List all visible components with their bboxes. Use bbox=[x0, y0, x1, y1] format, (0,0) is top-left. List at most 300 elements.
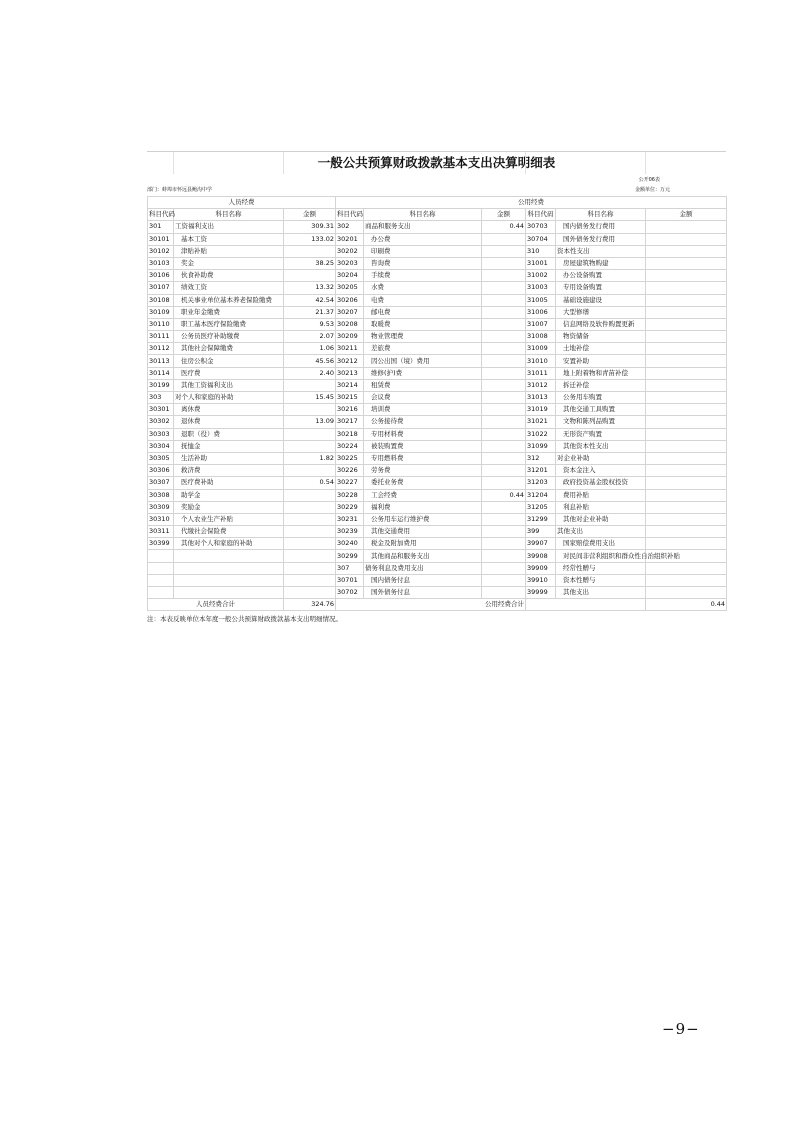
code-cell: 30311 bbox=[148, 526, 174, 538]
name-cell: 工会经费 bbox=[364, 489, 482, 501]
code-cell: 30399 bbox=[148, 538, 174, 550]
table-row bbox=[148, 574, 727, 586]
code-cell: 31001 bbox=[526, 257, 556, 269]
amount-cell bbox=[646, 452, 727, 464]
amount-cell bbox=[646, 379, 727, 391]
name-cell: 政府投资基金股权投资 bbox=[556, 477, 646, 489]
code-cell: 30110 bbox=[148, 318, 174, 330]
code-cell: 30201 bbox=[336, 233, 364, 245]
code-cell: 30304 bbox=[148, 440, 174, 452]
amount-cell bbox=[646, 318, 727, 330]
code-cell: 30207 bbox=[336, 306, 364, 318]
name-cell bbox=[174, 587, 284, 599]
table-row bbox=[148, 270, 727, 282]
name-cell: 职工基本医疗保险缴费 bbox=[174, 318, 284, 330]
personnel-total-value: 324.76 bbox=[284, 599, 336, 611]
name-cell: 机关事业单位基本养老保险缴费 bbox=[174, 294, 284, 306]
name-cell: 住房公积金 bbox=[174, 355, 284, 367]
totals-row bbox=[148, 599, 727, 611]
amount-cell bbox=[284, 379, 336, 391]
table-row bbox=[148, 526, 727, 538]
code-cell: 30215 bbox=[336, 392, 364, 404]
amount-cell bbox=[646, 513, 727, 525]
amount-cell bbox=[646, 245, 727, 257]
code-cell: 30216 bbox=[336, 404, 364, 416]
code-cell: 31021 bbox=[526, 416, 556, 428]
amount-cell: 45.56 bbox=[284, 355, 336, 367]
name-cell: 委托业务费 bbox=[364, 477, 482, 489]
table-row bbox=[148, 440, 727, 452]
grid-line bbox=[525, 152, 526, 174]
name-cell: 其他对个人和家庭的补助 bbox=[174, 538, 284, 550]
table-row bbox=[148, 550, 727, 562]
name-cell: 退休费 bbox=[174, 416, 284, 428]
code-cell: 301 bbox=[148, 221, 174, 233]
name-cell: 奖励金 bbox=[174, 501, 284, 513]
code-cell: 31012 bbox=[526, 379, 556, 391]
code-cell: 39999 bbox=[526, 587, 556, 599]
code-cell: 30202 bbox=[336, 245, 364, 257]
table-row bbox=[148, 416, 727, 428]
name-cell: 职业年金缴费 bbox=[174, 306, 284, 318]
amount-cell bbox=[284, 428, 336, 440]
name-cell: 房屋建筑物购建 bbox=[556, 257, 646, 269]
code-cell bbox=[148, 562, 174, 574]
code-cell: 30229 bbox=[336, 501, 364, 513]
code-cell: 30114 bbox=[148, 367, 174, 379]
amount-cell: 0.44 bbox=[482, 489, 526, 501]
code-cell: 31008 bbox=[526, 331, 556, 343]
table-row bbox=[148, 355, 727, 367]
name-cell: 绩效工资 bbox=[174, 282, 284, 294]
code-cell: 31205 bbox=[526, 501, 556, 513]
code-cell: 30309 bbox=[148, 501, 174, 513]
name-cell: 因公出国（境）费用 bbox=[364, 355, 482, 367]
table-row bbox=[148, 465, 727, 477]
amount-cell bbox=[646, 233, 727, 245]
code-cell: 31003 bbox=[526, 282, 556, 294]
amount-cell: 13.09 bbox=[284, 416, 336, 428]
data-rows bbox=[148, 221, 727, 599]
amount-cell bbox=[284, 489, 336, 501]
amount-cell bbox=[482, 513, 526, 525]
name-cell: 被装购置费 bbox=[364, 440, 482, 452]
table-row bbox=[148, 587, 727, 599]
name-cell: 其他支出 bbox=[556, 587, 646, 599]
grid-line bbox=[173, 152, 174, 174]
name-cell: 奖金 bbox=[174, 257, 284, 269]
name-cell: 工资福利支出 bbox=[174, 221, 284, 233]
table-row bbox=[148, 392, 727, 404]
amount-cell bbox=[482, 343, 526, 355]
name-cell: 其他社会保障缴费 bbox=[174, 343, 284, 355]
name-cell: 对个人和家庭的补助 bbox=[174, 392, 284, 404]
report-title-text: 一般公共预算财政拨款基本支出决算明细表 bbox=[317, 155, 556, 170]
amount-cell bbox=[646, 392, 727, 404]
amount-cell: 2.07 bbox=[284, 331, 336, 343]
amount-cell bbox=[482, 257, 526, 269]
report-meta bbox=[147, 174, 726, 196]
name-cell: 对企业补助 bbox=[556, 452, 646, 464]
col-amount: 金额 bbox=[646, 209, 727, 221]
code-cell: 30107 bbox=[148, 282, 174, 294]
name-cell: 咨询费 bbox=[364, 257, 482, 269]
code-cell: 30102 bbox=[148, 245, 174, 257]
code-cell: 30218 bbox=[336, 428, 364, 440]
name-cell: 津贴补贴 bbox=[174, 245, 284, 257]
amount-cell bbox=[482, 379, 526, 391]
name-cell: 办公费 bbox=[364, 233, 482, 245]
table-row bbox=[148, 306, 727, 318]
code-cell: 303 bbox=[148, 392, 174, 404]
amount-cell: 2.40 bbox=[284, 367, 336, 379]
amount-cell: 42.54 bbox=[284, 294, 336, 306]
col-name: 科目名称 bbox=[556, 209, 646, 221]
code-cell: 312 bbox=[526, 452, 556, 464]
name-cell: 印刷费 bbox=[364, 245, 482, 257]
code-cell: 310 bbox=[526, 245, 556, 257]
col-code: 科目代码 bbox=[336, 209, 364, 221]
amount-cell bbox=[284, 465, 336, 477]
name-cell: 文物和陈列品购置 bbox=[556, 416, 646, 428]
code-cell: 39909 bbox=[526, 562, 556, 574]
code-cell: 30199 bbox=[148, 379, 174, 391]
name-cell: 利息补贴 bbox=[556, 501, 646, 513]
code-cell: 307 bbox=[336, 562, 364, 574]
code-cell: 31002 bbox=[526, 270, 556, 282]
col-amount: 金额 bbox=[482, 209, 526, 221]
amount-cell bbox=[646, 428, 727, 440]
grid-line bbox=[645, 152, 646, 174]
code-cell: 30111 bbox=[148, 331, 174, 343]
amount-cell bbox=[482, 245, 526, 257]
expenditure-table bbox=[147, 196, 727, 611]
name-cell: 安置补助 bbox=[556, 355, 646, 367]
name-cell: 其他对企业补助 bbox=[556, 513, 646, 525]
name-cell: 取暖费 bbox=[364, 318, 482, 330]
amount-cell bbox=[646, 489, 727, 501]
table-row bbox=[148, 513, 727, 525]
amount-cell bbox=[482, 587, 526, 599]
personnel-total-label: 人员经费合计 bbox=[148, 599, 284, 611]
name-cell: 伙食补助费 bbox=[174, 270, 284, 282]
name-cell bbox=[174, 574, 284, 586]
name-cell: 国内债务付息 bbox=[364, 574, 482, 586]
amount-cell bbox=[646, 526, 727, 538]
table-row bbox=[148, 538, 727, 550]
name-cell: 救济费 bbox=[174, 465, 284, 477]
name-cell: 对民间非营利组织和群众性自治组织补贴 bbox=[556, 550, 646, 562]
code-cell: 30310 bbox=[148, 513, 174, 525]
table-row bbox=[148, 489, 727, 501]
amount-cell bbox=[284, 562, 336, 574]
code-cell: 30227 bbox=[336, 477, 364, 489]
name-cell: 培训费 bbox=[364, 404, 482, 416]
amount-cell bbox=[646, 574, 727, 586]
amount-cell bbox=[646, 477, 727, 489]
col-name: 科目名称 bbox=[174, 209, 284, 221]
amount-cell: 15.45 bbox=[284, 392, 336, 404]
code-cell: 30204 bbox=[336, 270, 364, 282]
col-name: 科目名称 bbox=[364, 209, 482, 221]
code-cell: 31019 bbox=[526, 404, 556, 416]
footnote: 注：本表反映单位本年度一般公共预算财政拨款基本支出明细情况。 bbox=[147, 615, 342, 624]
table-row bbox=[148, 367, 727, 379]
amount-cell bbox=[646, 294, 727, 306]
table-row bbox=[148, 331, 727, 343]
amount-cell bbox=[646, 538, 727, 550]
amount-cell bbox=[646, 465, 727, 477]
code-cell: 30113 bbox=[148, 355, 174, 367]
code-cell: 30301 bbox=[148, 404, 174, 416]
code-cell: 30101 bbox=[148, 233, 174, 245]
name-cell: 国内债务发行费用 bbox=[556, 221, 646, 233]
name-cell: 水费 bbox=[364, 282, 482, 294]
name-cell: 资本性赠与 bbox=[556, 574, 646, 586]
code-cell: 30212 bbox=[336, 355, 364, 367]
amount-cell bbox=[284, 550, 336, 562]
code-cell: 39910 bbox=[526, 574, 556, 586]
name-cell: 医疗费补助 bbox=[174, 477, 284, 489]
code-cell: 30203 bbox=[336, 257, 364, 269]
code-cell: 30109 bbox=[148, 306, 174, 318]
code-cell: 31007 bbox=[526, 318, 556, 330]
amount-cell bbox=[482, 318, 526, 330]
code-cell: 31204 bbox=[526, 489, 556, 501]
grid-line bbox=[283, 152, 284, 174]
amount-cell bbox=[646, 355, 727, 367]
name-cell: 基础设施建设 bbox=[556, 294, 646, 306]
code-cell bbox=[148, 574, 174, 586]
name-cell: 专用设备购置 bbox=[556, 282, 646, 294]
amount-cell bbox=[284, 404, 336, 416]
amount-cell bbox=[482, 233, 526, 245]
amount-cell bbox=[482, 574, 526, 586]
code-cell: 31203 bbox=[526, 477, 556, 489]
name-cell: 公务员医疗补助缴费 bbox=[174, 331, 284, 343]
section-personnel: 人员经费 bbox=[148, 197, 336, 209]
code-cell: 31009 bbox=[526, 343, 556, 355]
name-cell: 助学金 bbox=[174, 489, 284, 501]
amount-cell bbox=[482, 331, 526, 343]
amount-cell bbox=[284, 245, 336, 257]
name-cell: 基本工资 bbox=[174, 233, 284, 245]
name-cell: 差旅费 bbox=[364, 343, 482, 355]
amount-cell bbox=[482, 452, 526, 464]
code-cell: 30299 bbox=[336, 550, 364, 562]
name-cell: 国家赔偿费用支出 bbox=[556, 538, 646, 550]
code-cell: 31201 bbox=[526, 465, 556, 477]
amount-cell bbox=[482, 428, 526, 440]
amount-cell bbox=[284, 501, 336, 513]
code-cell: 39907 bbox=[526, 538, 556, 550]
amount-cell: 21.37 bbox=[284, 306, 336, 318]
name-cell: 办公设备购置 bbox=[556, 270, 646, 282]
name-cell: 租赁费 bbox=[364, 379, 482, 391]
table-row bbox=[148, 428, 727, 440]
amount-cell bbox=[646, 367, 727, 379]
code-cell: 30214 bbox=[336, 379, 364, 391]
name-cell: 费用补贴 bbox=[556, 489, 646, 501]
amount-cell bbox=[482, 282, 526, 294]
name-cell: 物业管理费 bbox=[364, 331, 482, 343]
table-row bbox=[148, 282, 727, 294]
code-cell: 31099 bbox=[526, 440, 556, 452]
table-row bbox=[148, 452, 727, 464]
amount-cell bbox=[482, 465, 526, 477]
name-cell: 大型修缮 bbox=[556, 306, 646, 318]
code-cell: 30108 bbox=[148, 294, 174, 306]
name-cell: 其他交通费用 bbox=[364, 526, 482, 538]
department-label: 部门：蚌埠市怀远县鲍沟中学 bbox=[147, 187, 213, 193]
amount-cell bbox=[646, 343, 727, 355]
code-cell: 30211 bbox=[336, 343, 364, 355]
amount-cell bbox=[646, 404, 727, 416]
code-cell: 31299 bbox=[526, 513, 556, 525]
name-cell: 资本金注入 bbox=[556, 465, 646, 477]
form-number: 公开06表 bbox=[638, 177, 660, 183]
code-cell: 30209 bbox=[336, 331, 364, 343]
code-cell: 30103 bbox=[148, 257, 174, 269]
amount-cell bbox=[284, 587, 336, 599]
name-cell: 公务用车购置 bbox=[556, 392, 646, 404]
name-cell: 退职（役）费 bbox=[174, 428, 284, 440]
amount-cell bbox=[482, 270, 526, 282]
name-cell: 维修(护)费 bbox=[364, 367, 482, 379]
amount-cell bbox=[646, 587, 727, 599]
amount-cell bbox=[284, 270, 336, 282]
name-cell: 国外债务付息 bbox=[364, 587, 482, 599]
code-cell bbox=[148, 550, 174, 562]
code-cell: 30305 bbox=[148, 452, 174, 464]
name-cell: 离休费 bbox=[174, 404, 284, 416]
code-cell: 30208 bbox=[336, 318, 364, 330]
amount-cell bbox=[482, 404, 526, 416]
table-row bbox=[148, 294, 727, 306]
code-cell: 30213 bbox=[336, 367, 364, 379]
amount-cell: 133.02 bbox=[284, 233, 336, 245]
code-cell: 30302 bbox=[148, 416, 174, 428]
code-cell: 30226 bbox=[336, 465, 364, 477]
name-cell: 个人农业生产补贴 bbox=[174, 513, 284, 525]
amount-cell bbox=[482, 355, 526, 367]
name-cell: 手续费 bbox=[364, 270, 482, 282]
code-cell: 30308 bbox=[148, 489, 174, 501]
code-cell: 30106 bbox=[148, 270, 174, 282]
code-cell: 30206 bbox=[336, 294, 364, 306]
name-cell: 抚恤金 bbox=[174, 440, 284, 452]
code-cell: 31010 bbox=[526, 355, 556, 367]
amount-cell bbox=[284, 574, 336, 586]
code-cell: 30239 bbox=[336, 526, 364, 538]
amount-cell: 0.44 bbox=[482, 221, 526, 233]
code-cell: 30703 bbox=[526, 221, 556, 233]
amount-cell: 1.82 bbox=[284, 452, 336, 464]
amount-cell: 9.53 bbox=[284, 318, 336, 330]
public-total-value: 0.44 bbox=[646, 599, 727, 611]
amount-cell bbox=[482, 550, 526, 562]
code-cell bbox=[148, 587, 174, 599]
table-row bbox=[148, 562, 727, 574]
amount-cell bbox=[646, 306, 727, 318]
amount-cell bbox=[482, 562, 526, 574]
code-cell: 302 bbox=[336, 221, 364, 233]
name-cell: 其他工资福利支出 bbox=[174, 379, 284, 391]
name-cell: 地上附着物和青苗补偿 bbox=[556, 367, 646, 379]
amount-cell bbox=[646, 282, 727, 294]
amount-cell bbox=[646, 501, 727, 513]
code-cell: 31006 bbox=[526, 306, 556, 318]
public-total-label: 公用经费合计 bbox=[336, 599, 526, 611]
name-cell: 物资储备 bbox=[556, 331, 646, 343]
amount-cell: 13.32 bbox=[284, 282, 336, 294]
table-row bbox=[148, 501, 727, 513]
name-cell: 税金及附加费用 bbox=[364, 538, 482, 550]
name-cell: 经常性赠与 bbox=[556, 562, 646, 574]
name-cell: 医疗费 bbox=[174, 367, 284, 379]
report-sheet bbox=[147, 151, 726, 624]
amount-cell bbox=[482, 392, 526, 404]
amount-cell: 0.54 bbox=[284, 477, 336, 489]
name-cell: 资本性支出 bbox=[556, 245, 646, 257]
amount-cell bbox=[284, 440, 336, 452]
amount-cell bbox=[482, 367, 526, 379]
name-cell: 劳务费 bbox=[364, 465, 482, 477]
unit-label: 金额单位：万元 bbox=[634, 187, 670, 193]
page-number: −9− bbox=[662, 1020, 700, 1038]
code-cell: 30702 bbox=[336, 587, 364, 599]
name-cell: 公务接待费 bbox=[364, 416, 482, 428]
name-cell: 生活补助 bbox=[174, 452, 284, 464]
amount-cell bbox=[284, 513, 336, 525]
col-code: 科目代码 bbox=[148, 209, 174, 221]
name-cell: 其他交通工具购置 bbox=[556, 404, 646, 416]
code-cell: 30224 bbox=[336, 440, 364, 452]
name-cell: 其他支出 bbox=[556, 526, 646, 538]
amount-cell bbox=[482, 501, 526, 513]
code-cell: 30306 bbox=[148, 465, 174, 477]
amount-cell bbox=[284, 538, 336, 550]
code-cell: 30112 bbox=[148, 343, 174, 355]
name-cell: 代缴社会保险费 bbox=[174, 526, 284, 538]
code-cell: 31022 bbox=[526, 428, 556, 440]
amount-cell bbox=[646, 270, 727, 282]
amount-cell bbox=[482, 477, 526, 489]
col-amount: 金额 bbox=[284, 209, 336, 221]
name-cell: 其他商品和服务支出 bbox=[364, 550, 482, 562]
amount-cell bbox=[646, 416, 727, 428]
amount-cell bbox=[482, 294, 526, 306]
code-cell: 30205 bbox=[336, 282, 364, 294]
report-title bbox=[147, 151, 726, 174]
amount-cell bbox=[646, 221, 727, 233]
name-cell: 土地补偿 bbox=[556, 343, 646, 355]
code-cell: 30231 bbox=[336, 513, 364, 525]
name-cell: 拆迁补偿 bbox=[556, 379, 646, 391]
code-cell: 31013 bbox=[526, 392, 556, 404]
name-cell: 债务利息及费用支出 bbox=[364, 562, 482, 574]
section-header-row bbox=[148, 197, 727, 209]
table-row bbox=[148, 343, 727, 355]
amount-cell bbox=[646, 257, 727, 269]
table-row bbox=[148, 245, 727, 257]
code-cell: 30303 bbox=[148, 428, 174, 440]
amount-cell bbox=[482, 416, 526, 428]
amount-cell: 1.06 bbox=[284, 343, 336, 355]
empty-cell bbox=[526, 599, 646, 611]
code-cell: 39908 bbox=[526, 550, 556, 562]
code-cell: 30228 bbox=[336, 489, 364, 501]
